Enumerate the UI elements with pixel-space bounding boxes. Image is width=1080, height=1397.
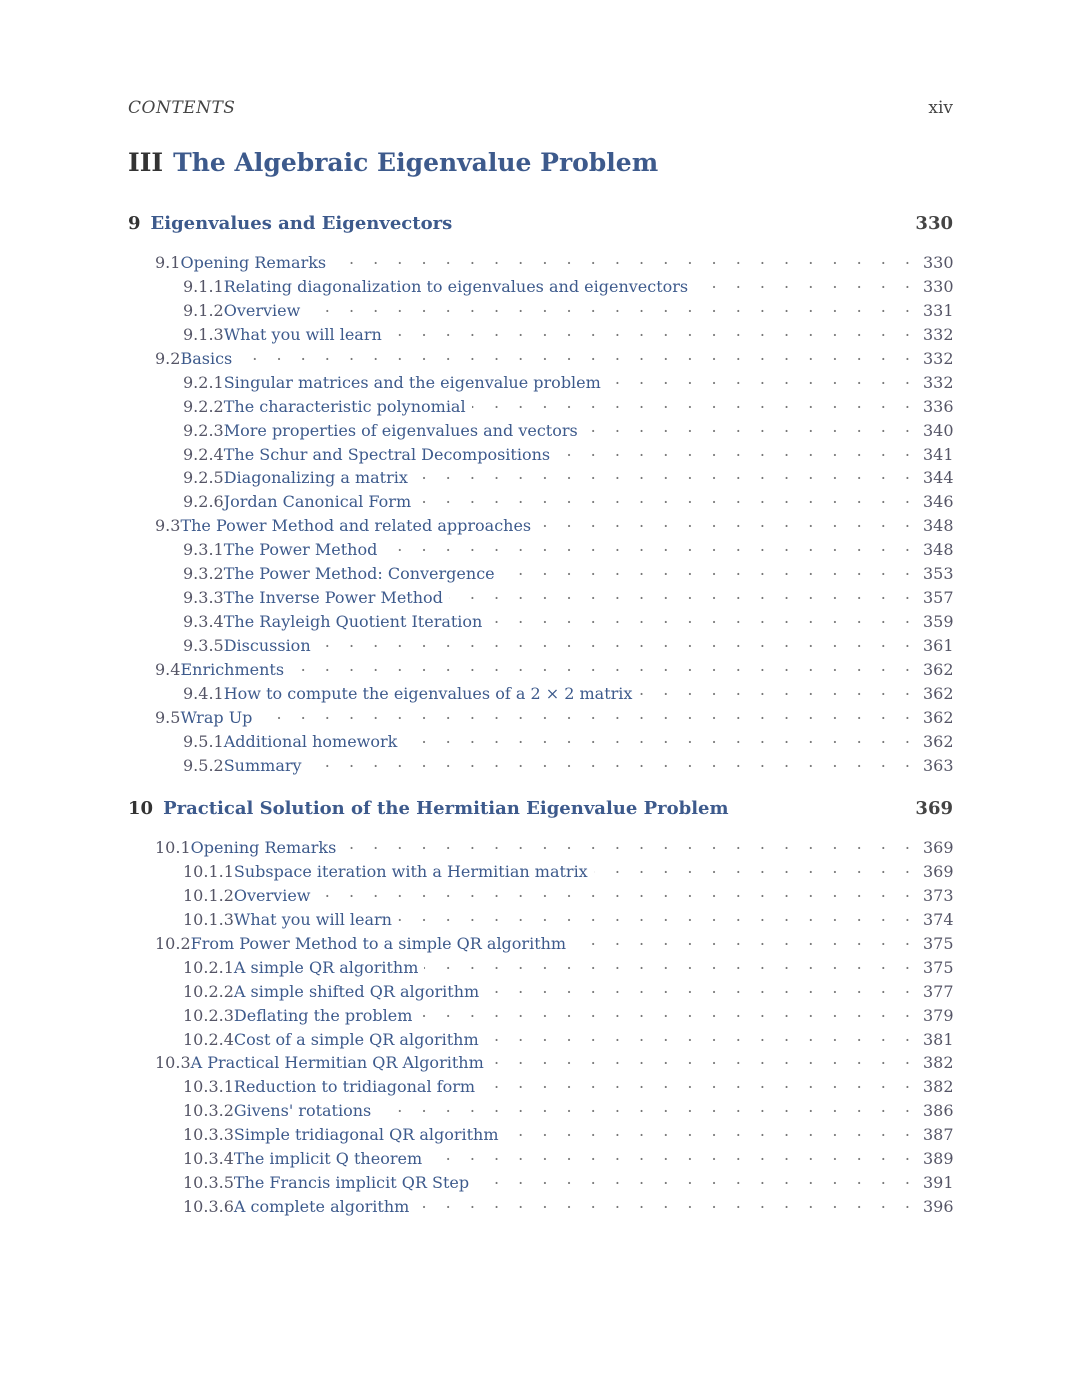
entry-page: 386 <box>923 1101 954 1121</box>
toc-subsection-entry[interactable] <box>128 488 953 512</box>
chapter-number: 10 <box>128 798 154 819</box>
entry-title: Diagonalizing a matrix <box>223 468 408 488</box>
entry-number: 10.3 <box>155 1053 191 1073</box>
leader-dots <box>472 393 917 412</box>
entry-page: 361 <box>923 636 954 655</box>
entry-number: 9.2.4 <box>183 444 224 464</box>
toc-subsection-entry[interactable] <box>128 1026 953 1050</box>
entry-page: 363 <box>923 755 954 775</box>
entry-number: 9.2.3 <box>183 420 224 440</box>
leader-dots <box>308 752 917 771</box>
entry-title: What you will learn <box>233 909 392 929</box>
toc-subsection-entry[interactable] <box>128 560 953 584</box>
toc-section-entry[interactable] <box>128 930 953 954</box>
entry-page: 331 <box>923 300 954 320</box>
entry-page: 332 <box>923 348 954 368</box>
leader-dots <box>403 728 917 747</box>
entry-title: How to compute the eigenvalues of a 2 × 2 matrix <box>223 683 633 703</box>
entry-page: 377 <box>923 981 954 1001</box>
entry-title: The Inverse Power Method <box>223 588 443 608</box>
entry-number: 9.3.2 <box>183 564 224 584</box>
entry-page: 369 <box>923 861 954 881</box>
leader-dots <box>306 297 917 316</box>
entry-number: 10.2.1 <box>183 957 234 977</box>
leader-dots <box>342 834 917 853</box>
leader-dots <box>332 249 917 268</box>
entry-number: 10.2 <box>155 933 191 953</box>
entry-number: 9.5.1 <box>183 731 224 751</box>
leader-dots <box>317 632 917 651</box>
entry-number: 9.4 <box>155 659 181 679</box>
toc-subsection-entry[interactable] <box>128 1193 953 1217</box>
entry-number: 9.4.1 <box>183 683 224 703</box>
toc-subsection-entry[interactable] <box>128 417 953 441</box>
leader-dots <box>415 1193 917 1212</box>
entry-number: 10.2.4 <box>183 1029 234 1049</box>
entry-page: 336 <box>923 396 954 416</box>
toc-subsection-entry[interactable] <box>128 1097 953 1121</box>
entry-title: Summary <box>223 755 302 775</box>
leader-dots <box>572 930 917 949</box>
entry-title: The implicit Q theorem <box>233 1149 423 1169</box>
entry-page: 381 <box>923 1029 954 1049</box>
toc-subsection-entry[interactable] <box>128 752 953 776</box>
leader-dots <box>485 1026 917 1045</box>
entry-page: 362 <box>923 659 954 679</box>
entry-title: Reduction to tridiagonal form <box>233 1077 476 1097</box>
entry-number: 9.5 <box>155 707 181 727</box>
entry-page: 353 <box>923 564 954 584</box>
entry-number: 10.3.5 <box>183 1173 234 1193</box>
entry-page: 341 <box>923 444 954 464</box>
entry-title: Relating diagonalization to eigenvalues and eigenvectors <box>223 276 689 296</box>
entry-number: 9.2.6 <box>183 492 224 512</box>
entry-title: A complete algorithm <box>233 1197 410 1217</box>
entry-title: Additional homework <box>223 731 398 751</box>
entry-page: 348 <box>923 516 954 536</box>
chapter-page: 330 <box>915 213 953 234</box>
leader-dots <box>584 417 917 436</box>
entry-number: 10.3.1 <box>183 1077 234 1097</box>
chapter-heading[interactable] <box>128 798 953 834</box>
leader-dots <box>388 321 917 340</box>
entry-title: Subspace iteration with a Hermitian matrix <box>233 861 588 881</box>
entry-number: 10.2.2 <box>183 981 234 1001</box>
entry-title: Overview <box>233 885 311 905</box>
toc-subsection-entry[interactable] <box>128 608 953 632</box>
entry-title: Enrichments <box>180 659 285 679</box>
entry-title: A simple shifted QR algorithm <box>233 981 480 1001</box>
toc-section-entry[interactable] <box>128 656 953 680</box>
entry-title: Deflating the problem <box>233 1005 413 1025</box>
entry-number: 10.3.6 <box>183 1197 234 1217</box>
leader-dots <box>488 608 917 627</box>
leader-dots <box>417 488 917 507</box>
entry-title: The Power Method <box>223 540 378 560</box>
leader-dots <box>638 680 917 699</box>
entry-title: Wrap Up <box>180 707 253 727</box>
entry-page: 330 <box>923 253 954 272</box>
entry-number: 9.2 <box>155 348 181 368</box>
entry-title: The characteristic polynomial <box>223 396 466 416</box>
entry-page: 362 <box>923 683 954 703</box>
entry-title: What you will learn <box>223 324 382 344</box>
toc-section-entry[interactable] <box>128 834 953 858</box>
leader-dots <box>316 882 917 901</box>
entry-title: Givens' rotations <box>233 1101 372 1121</box>
entry-page: 357 <box>923 588 954 608</box>
toc-subsection-entry[interactable] <box>128 1121 953 1145</box>
entry-title: The Rayleigh Quotient Iteration <box>223 612 483 632</box>
leader-dots <box>694 273 917 292</box>
toc-section-entry[interactable] <box>128 345 953 369</box>
entry-page: 391 <box>923 1173 954 1193</box>
entry-page: 375 <box>923 957 954 977</box>
entry-page: 369 <box>923 838 954 857</box>
leader-dots <box>475 1169 917 1188</box>
toc-subsection-entry[interactable] <box>128 1073 953 1097</box>
entry-number: 9.1.2 <box>183 300 224 320</box>
leader-dots <box>377 1097 917 1116</box>
entry-page: 382 <box>923 1077 954 1097</box>
entry-title: Discussion <box>223 636 311 655</box>
toc-subsection-entry[interactable] <box>128 584 953 608</box>
toc-subsection-entry[interactable] <box>128 1169 953 1193</box>
entry-page: 330 <box>923 276 954 296</box>
chapter-title: Eigenvalues and Eigenvectors <box>150 213 453 234</box>
chapter-10-block <box>128 798 953 1217</box>
leader-dots <box>424 954 917 973</box>
entry-number: 10.3.2 <box>183 1101 234 1121</box>
entry-number: 10.1.3 <box>183 909 234 929</box>
leader-dots <box>398 906 917 925</box>
entry-number: 9.1 <box>155 253 181 272</box>
entry-number: 9.3.4 <box>183 612 224 632</box>
entry-number: 10.1.1 <box>183 861 234 881</box>
entry-number: 9.3 <box>155 516 181 536</box>
entry-page: 375 <box>923 933 954 953</box>
toc-section-entry[interactable] <box>128 512 953 536</box>
entry-page: 387 <box>923 1125 954 1145</box>
part-title[interactable] <box>128 148 658 177</box>
entry-page: 344 <box>923 468 954 488</box>
toc-subsection-entry[interactable] <box>128 1145 953 1169</box>
chapter-title: Practical Solution of the Hermitian Eigenvalue Problem <box>163 798 729 819</box>
entry-title: The Francis implicit QR Step <box>233 1173 470 1193</box>
entry-page: 362 <box>923 731 954 751</box>
entry-title: Basics <box>180 348 233 368</box>
entry-page: 389 <box>923 1149 954 1169</box>
entry-title: The Schur and Spectral Decompositions <box>223 444 551 464</box>
leader-dots <box>490 1049 917 1068</box>
entry-page: 359 <box>923 612 954 632</box>
chapter-number: 9 <box>128 213 141 234</box>
leader-dots <box>556 441 917 460</box>
leader-dots <box>537 512 917 531</box>
entry-title: Overview <box>223 300 301 320</box>
entry-number: 9.2.2 <box>183 396 224 416</box>
entry-number: 10.1 <box>155 838 191 857</box>
leader-dots <box>501 560 917 579</box>
entry-title: From Power Method to a simple QR algorithm <box>190 933 567 953</box>
leader-dots <box>428 1145 917 1164</box>
entry-number: 9.1.1 <box>183 276 224 296</box>
toc-subsection-entry[interactable] <box>128 536 953 560</box>
entry-page: 382 <box>923 1053 954 1073</box>
leader-dots <box>505 1121 917 1140</box>
entry-title: Singular matrices and the eigenvalue problem <box>223 372 601 392</box>
entry-page: 379 <box>923 1005 954 1025</box>
leader-dots <box>290 656 917 675</box>
toc-section-entry[interactable] <box>128 249 953 273</box>
toc-section-entry[interactable] <box>128 704 953 728</box>
toc-subsection-entry[interactable] <box>128 858 953 882</box>
toc-subsection-entry[interactable] <box>128 321 953 345</box>
entry-number: 9.5.2 <box>183 755 224 775</box>
chapter-9-block <box>128 213 953 776</box>
entry-title: The Power Method: Convergence <box>223 564 495 584</box>
toc-subsection-entry[interactable] <box>128 1002 953 1026</box>
toc-subsection-entry[interactable] <box>128 273 953 297</box>
toc-subsection-entry[interactable] <box>128 393 953 417</box>
part-title-text: The Algebraic Eigenvalue Problem <box>173 148 659 177</box>
toc-subsection-entry[interactable] <box>128 632 953 656</box>
leader-dots <box>258 704 917 723</box>
running-title: CONTENTS <box>128 98 236 118</box>
entry-page: 332 <box>923 372 954 392</box>
toc-subsection-entry[interactable] <box>128 297 953 321</box>
toc-subsection-entry[interactable] <box>128 978 953 1002</box>
entry-title: The Power Method and related approaches <box>180 516 532 536</box>
entry-number: 10.3.3 <box>183 1125 234 1145</box>
entry-title: Simple tridiagonal QR algorithm <box>233 1125 499 1145</box>
toc-subsection-entry[interactable] <box>128 728 953 752</box>
entry-page: 340 <box>923 420 954 440</box>
part-number: III <box>128 148 164 177</box>
entry-number: 9.2.5 <box>183 468 224 488</box>
entry-number: 10.2.3 <box>183 1005 234 1025</box>
leader-dots <box>418 1002 917 1021</box>
entry-page: 396 <box>923 1197 954 1217</box>
toc-subsection-entry[interactable] <box>128 680 953 704</box>
entry-page: 362 <box>923 707 954 727</box>
entry-title: Opening Remarks <box>180 253 327 272</box>
chapter-page: 369 <box>915 798 953 819</box>
entry-title: Cost of a simple QR algorithm <box>233 1029 479 1049</box>
entry-page: 373 <box>923 885 954 905</box>
leader-dots <box>485 978 917 997</box>
entry-page: 374 <box>923 909 954 929</box>
leader-dots <box>594 858 917 877</box>
entry-title: More properties of eigenvalues and vectors <box>223 420 578 440</box>
toc-subsection-entry[interactable] <box>128 906 953 930</box>
entry-number: 9.1.3 <box>183 324 224 344</box>
entry-title: Opening Remarks <box>190 838 337 857</box>
leader-dots <box>481 1073 917 1092</box>
entry-page: 332 <box>923 324 954 344</box>
toc-subsection-entry[interactable] <box>128 464 953 488</box>
toc-subsection-entry[interactable] <box>128 954 953 978</box>
entry-number: 9.3.5 <box>183 636 224 655</box>
entry-page: 346 <box>923 492 954 512</box>
entry-number: 9.2.1 <box>183 372 224 392</box>
toc-subsection-entry[interactable] <box>128 441 953 465</box>
entry-page: 348 <box>923 540 954 560</box>
entry-number: 10.1.2 <box>183 885 234 905</box>
leader-dots <box>383 536 917 555</box>
toc-section-entry[interactable] <box>128 1049 953 1073</box>
entry-number: 9.3.3 <box>183 588 224 608</box>
page-number: xiv <box>928 98 953 118</box>
leader-dots <box>238 345 917 364</box>
entry-title: A simple QR algorithm <box>233 957 419 977</box>
entry-title: A Practical Hermitian QR Algorithm <box>190 1053 484 1073</box>
toc-subsection-entry[interactable] <box>128 882 953 906</box>
toc-subsection-entry[interactable] <box>128 369 953 393</box>
leader-dots <box>607 369 917 388</box>
entry-title: Jordan Canonical Form <box>223 492 412 512</box>
entry-number: 10.3.4 <box>183 1149 234 1169</box>
chapter-heading[interactable] <box>128 213 953 249</box>
leader-dots <box>449 584 917 603</box>
leader-dots <box>414 464 917 483</box>
entry-number: 9.3.1 <box>183 540 224 560</box>
